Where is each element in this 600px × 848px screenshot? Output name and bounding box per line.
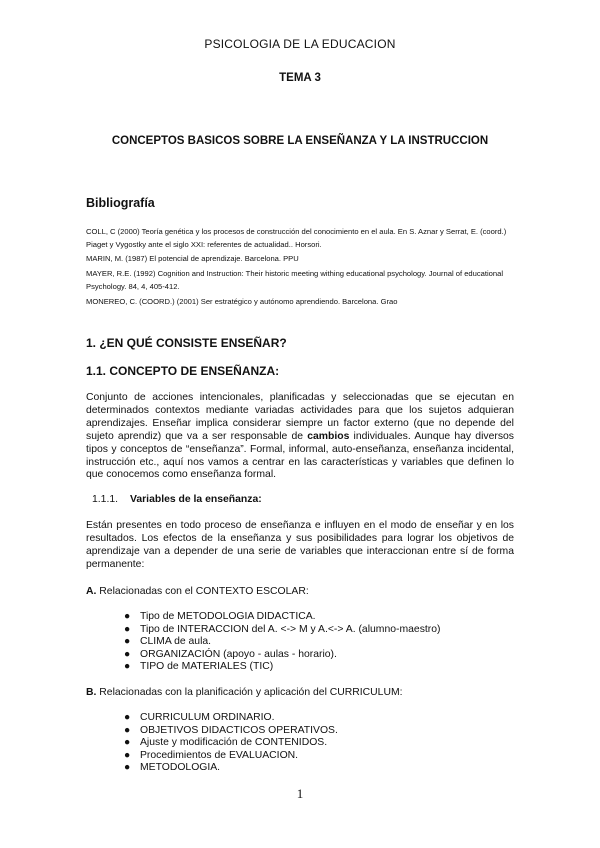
section-1-1-1-heading: [92, 494, 262, 505]
bibliography-entry: MAYER, R.E. (1992) Cognition and Instruction: Their historic meeting withing educational psychology. Journal of educational Psychology. 84, 4, 405-412.: [86, 269, 504, 291]
list-item: [124, 712, 338, 725]
bullet-icon: ●: [124, 636, 131, 648]
bullet-icon: ●: [124, 661, 131, 673]
group-letter: A.: [86, 586, 97, 597]
group-a-heading: [86, 586, 309, 597]
list-item: [124, 611, 440, 624]
list-item: [124, 750, 338, 763]
bullet-icon: ●: [124, 737, 131, 749]
bullet-icon: ●: [124, 623, 131, 635]
list-item-text: Ajuste y modificación de CONTENIDOS.: [140, 737, 328, 749]
group-label: Relacionadas con la planificación y aplicación del CURRICULUM:: [96, 687, 403, 698]
bibliography-list: [86, 226, 516, 310]
page-title: CONCEPTOS BASICOS SOBRE LA ENSEÑANZA Y LA INSTRUCCION: [111, 135, 489, 147]
bibliography-entry: MONEREO, C. (COORD.) (2001) Ser estratégico y autónomo aprendiendo. Barcelona. Grao: [86, 296, 398, 306]
group-a-list: [124, 611, 440, 674]
concept-text-bold: cambios: [307, 430, 350, 442]
section-1-1-heading: 1.1. CONCEPTO DE ENSEÑANZA:: [86, 364, 280, 378]
section-number: 1.1.1.: [92, 494, 118, 505]
concept-text-end: individuales. Aunque hay diversos tipos y conceptos de “enseñanza”. Formal, informal, auto-enseñanza, enseñanza incidental, instrucción etc., aquí nos vamos a centrar en las características y variables que definen lo que conocemos como enseñanza formal.: [86, 430, 514, 481]
list-item: [124, 725, 338, 738]
bullet-icon: ●: [124, 762, 131, 774]
list-item-text: Tipo de METODOLOGIA DIDACTICA.: [140, 611, 316, 622]
list-item: [124, 737, 338, 750]
bullet-icon: ●: [124, 724, 131, 736]
course-header: PSICOLOGIA DE LA EDUCACION: [204, 37, 396, 51]
bullet-icon: ●: [124, 611, 131, 622]
bibliography-entry: COLL, C (2000) Teoría genética y los procesos de construcción del conocimiento en el aula. En S. Aznar y Serrat, E. (coord.) Piaget y Vygostky ante el siglo XXI: referentes de actualidad.. Horsori.: [86, 227, 507, 249]
list-item: [124, 649, 440, 662]
list-item: [124, 624, 440, 637]
bibliography-entry: MARIN, M. (1987) El potencial de aprendizaje. Barcelona. PPU: [86, 254, 299, 264]
bibliography-heading: Bibliografía: [86, 196, 155, 210]
group-b-list: [124, 712, 338, 775]
section-1-heading: 1. ¿EN QUÉ CONSISTE ENSEÑAR?: [86, 336, 287, 350]
bullet-icon: ●: [124, 749, 131, 761]
list-item-text: TIPO de MATERIALES (TIC): [140, 661, 274, 673]
section-title: Variables de la enseñanza:: [130, 494, 262, 505]
variables-paragraph: Están presentes en todo proceso de enseñanza e influyen en el modo de enseñar y en los resultados. Los efectos de la enseñanza y sus posibilidades para lograr los objetivos de aprendizaje van a depender de una serie de variables que interaccionan entre sí de forma permanente:: [86, 520, 514, 570]
list-item-text: OBJETIVOS DIDACTICOS OPERATIVOS.: [140, 724, 338, 736]
list-item-text: CLIMA de aula.: [140, 636, 212, 648]
list-item-text: CURRICULUM ORDINARIO.: [140, 712, 275, 723]
page-number: 1: [296, 786, 304, 801]
group-label: Relacionadas con el CONTEXTO ESCOLAR:: [96, 586, 309, 597]
list-item: [124, 762, 338, 775]
bullet-icon: ●: [124, 712, 131, 723]
list-item-text: ORGANIZACIÓN (apoyo - aulas - horario).: [140, 648, 337, 660]
list-item: [124, 661, 440, 674]
list-item-text: Tipo de INTERACCION del A. <-> M y A.<-> A. (alumno-maestro): [140, 623, 441, 635]
list-item: [124, 636, 440, 649]
concept-paragraph: [86, 392, 514, 482]
list-item-text: METODOLOGIA.: [140, 762, 221, 774]
bullet-icon: ●: [124, 648, 131, 660]
tema-title: TEMA 3: [279, 72, 321, 84]
group-letter: B.: [86, 687, 97, 698]
group-b-heading: [86, 687, 403, 698]
list-item-text: Procedimientos de EVALUACION.: [140, 749, 299, 761]
concept-text-start: Conjunto de acciones intencionales, planificadas y seleccionadas que se ejecutan en determinados contextos mediante variadas actividades para que los sujetos adquieran aprendizajes. Enseñar implica considerar siempre un factor externo (que no depende del sujeto aprendiz) que va a ser responsable de: [86, 392, 514, 442]
